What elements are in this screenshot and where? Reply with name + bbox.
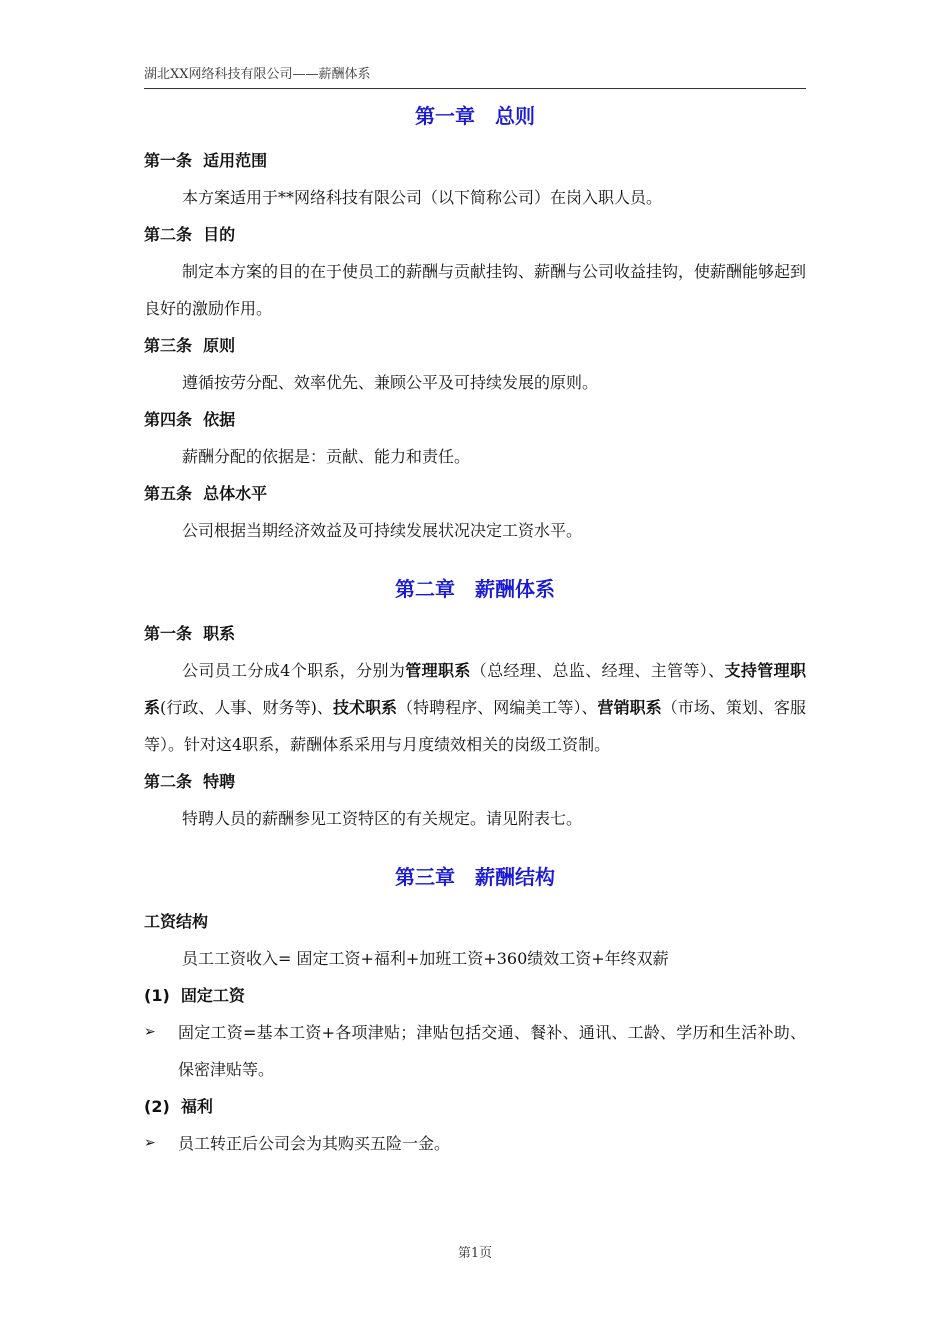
document-body bbox=[144, 98, 806, 1162]
bullet-welfare: ➢ 员工转正后公司会为其购买五险一金。 bbox=[144, 1125, 806, 1162]
ch2-article-2-text: 特聘人员的薪酬参见工资特区的有关规定。请见附表七。 bbox=[182, 809, 583, 828]
ch1-article-3-text: 遵循按劳分配、效率优先、兼顾公平及可持续发展的原则。 bbox=[182, 373, 599, 392]
ch1-article-2-title: 第二条 目的 bbox=[144, 225, 236, 244]
chapter-3-title: 第三章 薪酬结构 bbox=[395, 865, 555, 889]
ch1-article-2-text: 制定本方案的目的在于使员工的薪酬与贡献挂钩、薪酬与公司收益挂钩，使薪酬能够起到良好的激励作用。 bbox=[144, 262, 807, 318]
salary-structure-title: 工资结构 bbox=[144, 912, 209, 931]
ch1-article-5-text: 公司根据当期经济效益及可持续发展状况决定工资水平。 bbox=[182, 521, 583, 540]
section-welfare-title: (2) 福利 bbox=[144, 1097, 213, 1116]
section-fixed-salary-title: (1) 固定工资 bbox=[144, 986, 245, 1005]
bullet-fixed-salary: ➢ 固定工资=基本工资+各项津贴；津贴包括交通、餐补、通讯、工龄、学历和生活补助、保密津贴等。 bbox=[144, 1014, 806, 1088]
page-header bbox=[144, 64, 806, 89]
ch1-article-4-text: 薪酬分配的依据是：贡献、能力和责任。 bbox=[182, 447, 471, 466]
salary-formula: 员工工资收入= 固定工资+福利+加班工资+360绩效工资+年终双薪 bbox=[182, 949, 669, 968]
term-marketing: 营销职系 bbox=[597, 698, 662, 717]
chapter-1-title: 第一章 总则 bbox=[415, 104, 535, 128]
term-management: 管理职系 bbox=[405, 661, 471, 680]
header-text: 湖北XX网络科技有限公司——薪酬体系 bbox=[144, 67, 371, 82]
term-support-management: 支持管理职系 bbox=[144, 661, 806, 717]
page-number: 第1页 bbox=[457, 1246, 493, 1261]
ch1-article-1-text: 本方案适用于**网络科技有限公司（以下简称公司）在岗入职人员。 bbox=[182, 188, 663, 207]
ch2-article-1-text: 公司员工分成4个职系，分别为管理职系（总经理、总监、经理、主管等）、支持管理职系(行政、人事、财务等)、技术职系（特聘程序、网编美工等）、营销职系（市场、策划、客服等）。针对这4职系，薪酬体系采用与月度绩效相关的岗级工资制。 bbox=[144, 661, 806, 754]
ch1-article-1-title: 第一条 适用范围 bbox=[144, 151, 268, 170]
chapter-2-title: 第二章 薪酬体系 bbox=[395, 577, 555, 601]
page-footer bbox=[0, 1244, 950, 1264]
ch2-article-2-title: 第二条 特聘 bbox=[144, 772, 236, 791]
ch1-article-3-title: 第三条 原则 bbox=[144, 336, 236, 355]
bullet-arrow-icon: ➢ bbox=[144, 1024, 156, 1040]
ch2-article-1-title: 第一条 职系 bbox=[144, 624, 236, 643]
ch1-article-4-title: 第四条 依据 bbox=[144, 410, 236, 429]
bullet-arrow-icon: ➢ bbox=[144, 1135, 156, 1151]
term-technical: 技术职系 bbox=[332, 698, 398, 717]
ch1-article-5-title: 第五条 总体水平 bbox=[144, 484, 268, 503]
